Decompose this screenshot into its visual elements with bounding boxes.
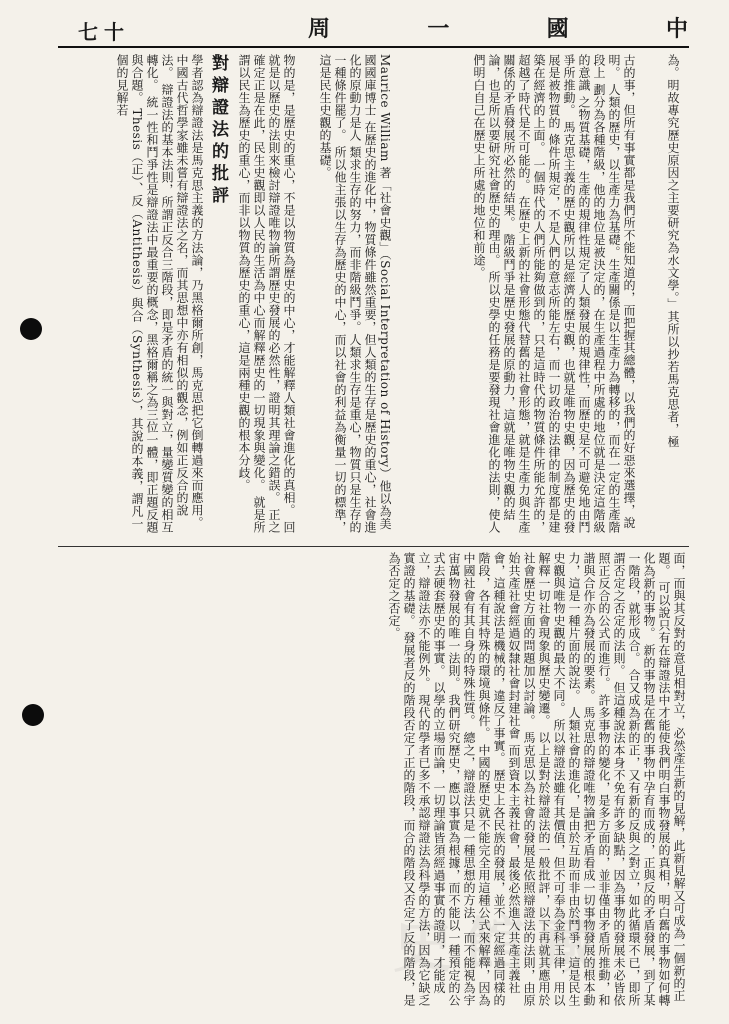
title-char: 國 — [546, 16, 569, 42]
text-column: 條件所規定，不是人們的意志所能左右，而一切政治的法律的制度都是建築在經濟的上面。 — [532, 54, 561, 534]
text-column: 劃分為各種階級，他的地位是被決定的，在生產過程中所處的地位就是決定這階級的意識 — [577, 54, 606, 534]
text-column: 我們研究歷史，應以事實為根據，而不能以一種預定的公式去硬套歷史的事實。 — [432, 552, 461, 1007]
binder-hole — [22, 704, 44, 726]
william-section — [300, 54, 392, 540]
text-column: 階級鬥爭是歷史發展的原動力，這就是唯物史觀的結論，也是所以要研究社會歷史的理由。 — [487, 54, 516, 521]
text-column: Thesis（正）、反（Antithesis）與合（Synthesis），其說的本義，謂凡一個的見解若 — [115, 54, 144, 530]
section-divider — [58, 546, 689, 547]
text-column: Maurice William 著「社會史觀」（Social Interpretation of History）他以為美國國庫博士 — [363, 54, 392, 531]
text-column: 中國的歷史就不能完全用這種公式來解釋，因為中國社會有其自身的特殊性質。 — [462, 552, 491, 1007]
text-column: 所以史學的任務是要發現社會進化的法則，使人們明白自己在歷史上所處的地位和前途。 — [472, 54, 501, 534]
text-column: 就是所謂以民生為歷史的重心，而非以物質為歷史的重心，這是兩種史觀的根本分歧。 — [237, 54, 266, 534]
title-char: 一 — [427, 16, 450, 42]
text-column: 歷史上各民族的發展，並不一定經過同樣的階段，各有其特殊的環境與條件。 — [477, 552, 506, 1007]
text-column: 辯證法的基本法則，所謂正反合三階段，即是矛盾的統一與對立，量變質變的相互轉化。 — [145, 54, 174, 534]
text-column: 一個時代的人們所能夠做到的，只是這時代的物質條件所能允許的，超越了時代是不可能的。 — [517, 54, 546, 534]
text-column: 可以說只有在辯證法中才能使我們明白事物發展的真相，明白舊的事物如何轉化為新的事物。 — [642, 552, 671, 1007]
dialectics-columns — [100, 54, 204, 540]
section-heading: 對辯證法的批評 — [208, 54, 228, 208]
publication-title — [308, 12, 688, 43]
text-column: 人類的歷史，以生產力為基礎。生產關係是以生產力為轉移的，而在一定的生產階段上 — [592, 54, 621, 534]
text-column: 發展者反的階段否定了正的階段，而合的階段又否定了反的階段，是為否定之否定。 — [387, 552, 416, 1007]
title-char: 周 — [308, 16, 331, 42]
text-column: 但這種說法本身不免有許多缺點，因為事物的發展未必皆依照正反合的公式而進行。 — [597, 552, 626, 1007]
text-column: 回就是以歷史的法則來檢討辯證唯物論所謂歷史發展的必然性，證明其理論之錯誤。 — [267, 54, 296, 534]
title-char: 中 — [665, 16, 688, 42]
text-column: 正之確定正是在此，民生史觀即以人民的生活為中心而解釋歷史的一切現象與變化。 — [252, 54, 281, 534]
binder-hole — [20, 318, 42, 340]
text-column: 面，而與其反對的意見相對立，必然產生新的見解，此新見解又可成為一個新的正題。 — [657, 552, 686, 1002]
text-column: 在歷史上新的社會形態代替舊的社會形態，就是生產力與生產關係的矛盾發展所必然的結果。 — [502, 54, 531, 534]
text-column: 馬克思的辯證唯物論把矛盾看成一切事物發展的根本動力，這是一種片面的說法。 — [567, 552, 596, 1007]
text-column: 合又成為新的正，又有新的反與之對立，如此循環不已，即所謂否定之否定的法則。 — [612, 552, 641, 1007]
text-column: 而到資本主義社會，最後必然進入共產主義社會，這種說法是機械的，違反了事實。 — [492, 552, 521, 994]
text-column: 所以辯證法雖有其價值，但不可奉為金科玉律，用以解釋一切社會現象與歷史變遷。 — [537, 552, 566, 1007]
archive-watermark: 史館藏 — [393, 911, 609, 981]
text-column: 之物質基礎，生產的規律性規定了人類發展的規律性，而歷史是不可避免地由鬥爭所推動。 — [562, 54, 591, 534]
text-column: 馬克思以為社會的發展是依照辯證法的法則，由原始共產社會經過奴隸社會封建社會 — [507, 552, 536, 1007]
text-column: 以學的立場而論，一切理論皆須經過事實的證明，才能成立，辯證法亦不能例外。 — [417, 552, 446, 994]
text-column: 中國古代哲學家雖未嘗有辯證法之名，而其思想中亦有相似的觀念，例如正反合的說法。 — [160, 54, 189, 517]
text-column: 學者認為辯證法是馬克思主義的方法論，乃黑格爾所創，馬克思把它倒轉過來而應用。 — [190, 54, 204, 529]
right-columns — [232, 54, 296, 540]
intro-column: 為。明故專究歷史原因之主要研究為水文學。」其所以抄若馬克思者，極 — [666, 54, 680, 448]
body-columns-block — [396, 54, 636, 540]
page-header — [58, 8, 689, 48]
text-column: 在歷史的進化中，物質條件雖然重要，但人類的生存是歷史的重心，社會進化的原動力是人 — [348, 54, 377, 534]
text-column: 總之，辯證法只是一種思想的方法，而不能視為宇宙萬物發展的唯一法則。 — [447, 552, 476, 1007]
text-column: 所以他主張以生存為歷史的中心，而以社會的利益為衡量一切的標準，這是民生史觀的基礎。 — [318, 54, 347, 534]
text-column: 物的是，是歷史的重心，不是以物質為歷史的中心，才能解釋人類社會進化的真相。 — [282, 54, 296, 517]
text-column: 古的事，但所有事實都是我們所不能知道的，而把握其總體，以我們的好惡來選擇，說明。 — [607, 54, 636, 529]
text-column: 現代的學者已多不承認辯證法為科學的方法，因為它缺乏實證的基礎。 — [402, 552, 431, 1007]
text-column: 新的事物是在舊的事物中孕育而成的，正與反的矛盾發展，到了某一階段，就形成合。 — [627, 552, 656, 1007]
text-column: 人類社會的進化，是由於互助而非由於鬥爭，這是民生史觀與唯物史觀的最大不同。 — [552, 552, 581, 1007]
page-number: 七十 — [78, 20, 130, 44]
text-column: 統一性和鬥爭性是辯證法中最重要的概念，黑格爾稱之為三位一體，即正題反題與合題。 — [130, 54, 159, 534]
text-column: 以上是對於辯證法的一般批評，以下再就其應用於社會歷史方面的問題加以討論。 — [522, 552, 551, 1007]
text-column: 類求生存的努力，而非階級鬥爭。人類求生存是重心，物質只是生存的一種條件罷了。 — [333, 54, 362, 534]
text-column: 許多事物的變化，是多方面的，並非僅由矛盾所推動，和諧與合作亦為發展的要素。 — [582, 552, 611, 1007]
text-column: 馬克思主義的歷史觀所以是經濟的歷史觀，也就是唯物史觀，因為歷史的發展是被物質的 — [547, 54, 576, 534]
